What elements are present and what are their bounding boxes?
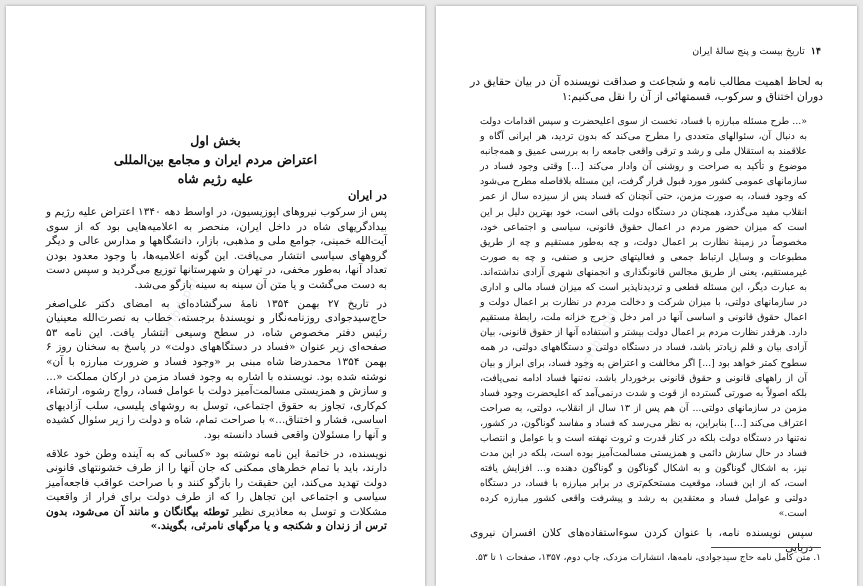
book-title: تاریخ بیست و پنج سالهٔ ایران [692, 46, 805, 57]
footnote: ۱. متن کامل نامه حاج سیدجوادی، نامه‌ها، انتشارات مزدک، چاپ دوم، ۱۳۵۷، صفحات ۱ تا ۵۳. [475, 553, 821, 563]
watermark: scribd-pdf [156, 274, 202, 343]
footnote-divider [711, 547, 821, 548]
chapter-heading [46, 131, 385, 188]
part-title: بخش اول [190, 133, 241, 148]
left-page [6, 6, 425, 586]
intro-paragraph: به لحاظ اهمیت مطالب نامه و شجاعت و صداقت نویسنده آن در بیان حقایق در دوران اختناق و سرکوب، قسمتهائی از آن را نقل می‌کنیم:۱ [470, 75, 823, 103]
paragraph: پس از سرکوب نیروهای اپوزیسیون، در اواسط دهه ۱۳۴۰ اعتراض علیه رژیم و بیدادگریهای شاه در داخل ایران، منحصر به اعلامیه‌هایی بود که از سوی آیت‌الله خمینی، جوامع ملی و مذهبی، بازار، دانشگاهها و مدارس عالی و دیگر گروههای سیاسی انتشار می‌یافت. این گونه اعلامیه‌ها، با وجود معدود بودن تعداد آنها، به‌طور مخفی، در تهران و شهرستانها توزیع می‌گردید و سپس دست به دست می‌گشت و یا متن آن سینه به سینه بازگو می‌شد. [46, 206, 387, 291]
section-title: در ایران [347, 188, 387, 202]
running-header [476, 46, 821, 57]
right-page [436, 6, 857, 586]
block-quote: «... طرح مسئله مبارزه با فساد، نخست از سوی اعلیحضرت و سپس اقدامات دولت به دنبال آن، سئوالهای متعددی را مطرح می‌کند که بدون تردید، هر ایرانی آگاه و علاقمند به استقلال ملی و رشد و ترقی واقعی جامعه را به بررسی عمیق و همه‌جانبه موضوع و تأکید به صراحت و روشنی آن وادار می‌کند [...] وقتی وجود فساد در سازمانهای عمومی کشور مورد قبول قرار گرفت، این مسئله بلافاصله مطرح می‌شود که وجود فساد، به صورت مزمن، حتی آنچنان که فساد پس از سیزده سال از عمر انقلاب مفید می‌گذرد، همچنان در دستگاه دولت باقی است، خود بهترین دلیل بر این است که میزان حضور مردم در اعمال حقوق قانونی، سیاسی و اجتماعی خود، مخصوصاً در زمینهٔ نظارت بر اعمال دولت، و چه به‌طور مستقیم و چه از طریق مطبوعات و وسایل ارتباط جمعی و فعالیتهای حزبی و صنفی، و چه به صورت غیرمستقیم، یعنی از طریق مجالس قانونگذاری و انجمنهای شهری آزادی نداشته‌اند. به عبارت دیگر، این مسئله قطعی و تردیدناپذیر است که میزان فساد مالی و اداری در سازمانهای دولتی، با میزان شرکت و دخالت مردم در نظارت بر اعمال دولت و اعمال حقوق قانونی و اساسی آنها در امر دخل و خرج خزانه ملت، رابطهٔ مستقیم دارد. هرقدر نظارت مردم بر اعمال دولت بیشتر و استفاده آنها از حقوق قانونی، بیان آزادی بیان و قلم زیادتر باشد، فساد در دستگاه دولتی و دستگاههای دولتی، در همه سطوح کمتر خواهد بود [...] اگر مخالفت و اعتراض به وجود فساد، برای ابراز و بیان آن از راههای قانونی و حقوق قانونی برخوردار باشد، نه‌تنها فساد ادامه نمی‌یافت، بلکه اصولاً به صورتی گسترده از قوت و شدت درنمی‌آمد که اعلیحضرت وجود فساد مزمن در سازمانهای دولتی... آن هم پس از ۱۳ سال از انقلاب، دولتی، به صراحت اعتراف می‌کند [...] بنابراین، به نظر می‌رسد که فساد و مفاسد گوناگون، در کشور، نه‌تنها در دستگاه دولت بلکه در کنار قدرت و ثروت نهفته است و با عوامل و انتصاب فساد در حال سازش دائمی و همزیستی مسالمت‌آمیز بوده است، بلکه در این مدت نیز، به اشکال گوناگون و به اشکال گوناگون و گوناگون دهنده و... افزایش یافته است، که از این فساد، موقعیت مستحکم‌تری در برابر مبارزه با فساد، در دستگاه دولتی و عوامل فساد و معتقدین به رشد و پیشرفت واقعی کشور مبارزه کرده است.» [480, 116, 807, 520]
continuation-paragraph: سپس نویسنده نامه، با عنوان کردن سوءاستفاده‌های کلان افسران نیروی دریایی [470, 527, 813, 554]
left-body-text [46, 205, 387, 538]
page-number: ۱۴ [810, 46, 821, 57]
chapter-subtitle: علیه رژیم شاه [177, 171, 254, 186]
paragraph: نویسنده، در خاتمهٔ این نامه نوشته بود «کسانی که به آینده وطن خود علاقه دارند، باید با تمام خطرهای ممکنی که جان آنها را از طرف خشونتهای قانونی دولت تهدید می‌کند، این حقیقت را بازگو کنند و با صراحت عواقب فاجعه‌آمیز سیاسی و اجتماعی این تجاهل را که از طرف دولت برای فرار از واقعیت مشکلات و توسل به معاذیری نظیر توطئه بیگانگان و مانند آن می‌شود، بدون ترس از زندان و شکنجه و یا مرگهای نامرئی، بگویند.» [46, 447, 388, 533]
bold-closing: توطئه بیگانگان و مانند آن می‌شود، بدون ترس از زندان و شکنجه و یا مرگهای نامرئی، بگویند.» [46, 505, 387, 533]
watermark: scribd-pdf [576, 304, 622, 373]
paragraph: در تاریخ ۲۷ بهمن ۱۳۵۴ نامهٔ سرگشاده‌ای به امضای دکتر علی‌اصغر حاج‌سیدجوادی روزنامه‌نگار و نویسندهٔ برجسته، خطاب به نصرت‌الله معینیان رئیس دفتر مخصوص شاه، در سطح وسیعی انتشار یافت. این نامه ۵۳ صفحه‌ای زیر عنوان «فساد در دستگاههای دولت» در پاسخ به سخنان روز ۶ بهمن ۱۳۵۴ محمدرضا شاه مبنی بر «وجود فساد و ضرورت مبارزه با آن» نوشته شده بود. نویسنده با اشاره به وجود فساد مزمن در ارکان مملکت «... و سازش و همزیستی مسالمت‌آمیز دولت با عوامل فساد، رواج رشوه، ارتشاء، کم‌کاری، تجاوز به حقوق اجتماعی، توسل به روشهای پلیسی، سلب آزادیهای اساسی، فشار و اختناق...» با صراحت تمام، شاه و دولت را زیر سئوال کشیده و آنها را مسئولان واقعی فساد دانسته بود. [46, 297, 387, 441]
chapter-title: اعتراض مردم ایران و مجامع بین‌المللی [113, 152, 318, 167]
